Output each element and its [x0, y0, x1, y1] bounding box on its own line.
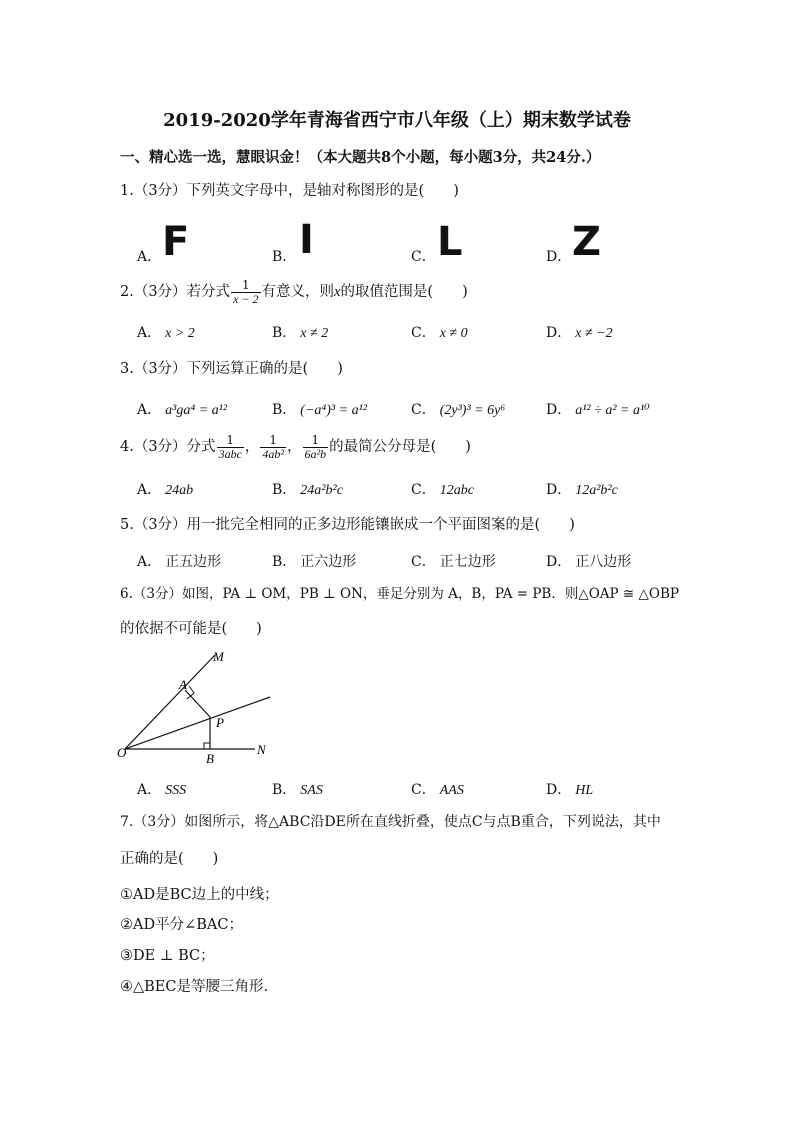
- q1-option-c-label: C．: [411, 249, 436, 265]
- q3-option-b: B． (−a⁴)³ = a¹²: [272, 402, 367, 418]
- segment-pa: [185, 690, 210, 717]
- q1-option-c-glyph: L: [437, 219, 463, 265]
- q6-option-a: A． SSS: [137, 782, 187, 798]
- question-6-line-2: 的依据不可能是( ): [120, 621, 262, 637]
- section-heading: 一、精心选一选，慧眼识金！（本大题共8个小题，每小题3分，共24分.）: [120, 149, 601, 166]
- q6-geometry-figure: [115, 645, 285, 770]
- q7-statement-2: ②AD平分∠BAC；: [120, 917, 243, 933]
- q1-option-b-label: B．: [272, 249, 297, 265]
- q4-option-d: D． 12a²b²c: [546, 482, 618, 498]
- q2-option-c: C． x ≠ 0: [411, 325, 468, 341]
- label-p: P: [216, 715, 224, 730]
- q7-statement-1: ①AD是BC边上的中线；: [120, 887, 279, 903]
- question-7-line-2: 正确的是( ): [120, 851, 219, 867]
- question-1-stem: 1.（3分）下列英文字母中，是轴对称图形的是( ): [120, 183, 459, 199]
- q5-option-c: C． 正七边形: [411, 554, 496, 570]
- question-5-stem: 5.（3分）用一批完全相同的正多边形能镶嵌成一个平面图案的是( ): [120, 517, 575, 533]
- question-4-stem: 4.（3分）分式 $\frac{1}{\text{3abc}}$ ， $\frac{1}{\text{4ab²}}$ ， $\frac{1}{\text{6a²b}}$ 的最简公分母是( ): [120, 432, 471, 461]
- question-2-stem: 2.（3分）若分式 $\frac{1}{x - 2}$ 有意义，则x的取值范围是( ): [120, 277, 468, 306]
- q4-option-b: B． 24a²b²c: [272, 482, 343, 498]
- q4-fraction-1: $\frac{1}{\text{3abc}}$: [218, 432, 242, 461]
- label-o: O: [117, 745, 127, 760]
- q1-option-a-label: A．: [137, 249, 162, 265]
- q2-option-d: D． x ≠ −2: [546, 325, 613, 341]
- q1-option-a-glyph: F: [162, 219, 190, 265]
- q1-option-d-glyph: Z: [572, 219, 602, 265]
- right-angle-mark-b: [204, 743, 210, 749]
- q6-option-d: D． HL: [546, 782, 594, 798]
- q3-option-d: D． a¹² ÷ a² = a¹⁰: [546, 402, 650, 418]
- ray-op: [125, 697, 270, 749]
- question-6-line-1: 6.（3分）如图，PA ⊥ OM，PB ⊥ ON，垂足分别为 A，B，PA = PB．则△OAP ≅ △OBP: [120, 586, 679, 602]
- q4-option-a: A． 24ab: [137, 482, 194, 498]
- q1-option-d-label: D．: [546, 249, 572, 265]
- q2-fraction: $\frac{1}{x - 2}$: [233, 277, 259, 306]
- ray-om: [125, 655, 215, 749]
- q6-option-c: C． AAS: [411, 782, 464, 798]
- q2-option-a: A． x > 2: [137, 325, 195, 341]
- label-m: M: [213, 649, 224, 664]
- q7-statement-4: ④△BEC是等腰三角形.: [120, 979, 269, 995]
- label-a: A: [179, 677, 187, 692]
- question-7-line-1: 7.（3分）如图所示，将△ABC沿DE所在直线折叠，使点C与点B重合，下列说法，其中: [120, 814, 661, 830]
- q4-fraction-2: $\frac{1}{\text{4ab²}}$: [262, 432, 284, 461]
- page-title: 2019-2020学年青海省西宁市八年级（上）期末数学试卷: [163, 110, 631, 131]
- q3-option-c: C． (2y³)³ = 6y⁶: [411, 402, 506, 418]
- question-3-stem: 3.（3分）下列运算正确的是( ): [120, 361, 343, 377]
- q5-option-b: B． 正六边形: [272, 554, 357, 570]
- q4-fraction-3: $\frac{1}{\text{6a²b}}$: [304, 432, 327, 461]
- label-n: N: [257, 742, 266, 757]
- q5-option-a: A． 正五边形: [137, 554, 222, 570]
- q5-option-d: D． 正八边形: [546, 554, 632, 570]
- q3-option-a: A． a³ga⁴ = a¹²: [137, 402, 228, 418]
- q4-option-c: C． 12abc: [411, 482, 474, 498]
- q2-option-b: B． x ≠ 2: [272, 325, 329, 341]
- q6-option-b: B． SAS: [272, 782, 323, 798]
- q1-option-b-glyph: I: [299, 217, 314, 263]
- q7-statement-3: ③DE ⊥ BC；: [120, 948, 215, 964]
- label-b: B: [206, 751, 214, 766]
